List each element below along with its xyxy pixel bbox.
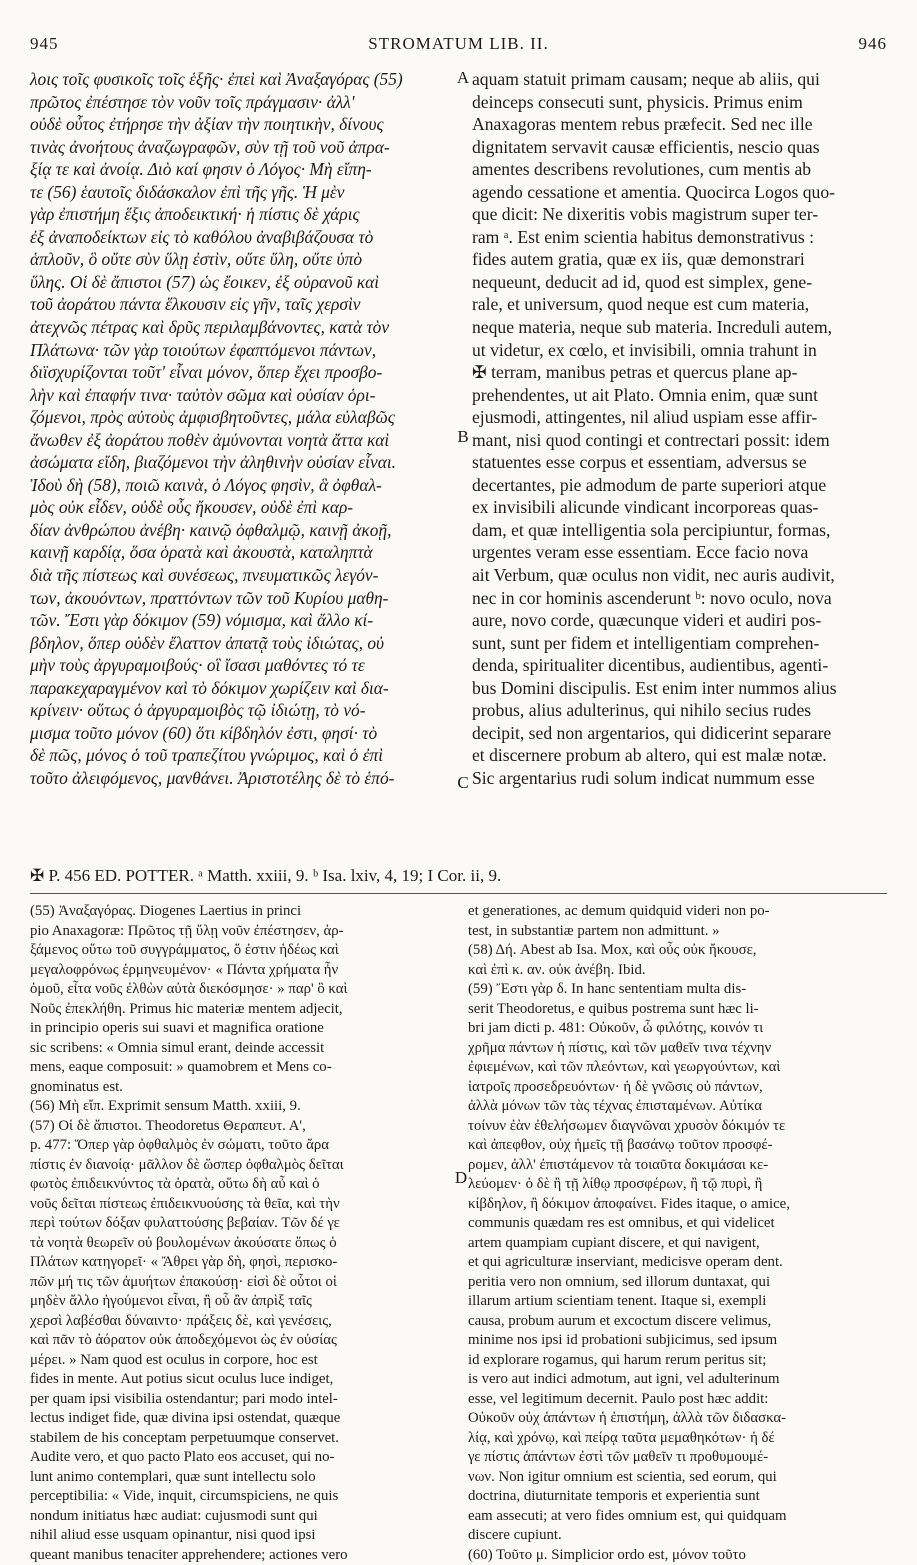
footnote-line: ἐφιεμένων, καὶ τῶν πλεόντων, καὶ γεωργούντων, καὶ bbox=[468, 1058, 890, 1078]
running-title: STROMATUM LIB. II. bbox=[30, 34, 887, 54]
greek-text-line: τοῦτο ἀλειφόμενος, μανθάνει. Ἀριστοτέλης δὲ τὸ ἑπό- bbox=[30, 767, 454, 790]
greek-text-line: λοις τοῖς φυσικοῖς τοῖς ἑξῆς· ἐπεὶ καὶ Ἀναξαγόρας (55) bbox=[30, 68, 454, 91]
greek-text-line: δίαν ἀνθρώπου ἀνέβη· καινῷ ὀφθαλμῷ, καινῇ ἀκοῇ, bbox=[30, 519, 454, 542]
greek-text-line: καινῇ καρδίᾳ, ὅσα ὁρατὰ καὶ ἀκουστὰ, καταληπτὰ bbox=[30, 541, 454, 564]
greek-text-line: ἁπλοῦν, ὃ οὔτε σὺν ὕλῃ ἐστὶν, οὔτε ὕλη, οὔτε ὑπὸ bbox=[30, 248, 454, 271]
greek-text-line: ἀτεχνῶς πέτρας καὶ δρῦς περιλαμβάνοντες, κατὰ τὸν bbox=[30, 316, 454, 339]
footnote-line: discere cupiunt. bbox=[468, 1526, 890, 1546]
latin-text-line: decipit, sed non argentarios, qui didicerint separare bbox=[472, 722, 890, 745]
footnote-line: mens, eaque composuit: » quamobrem et Mens co- bbox=[30, 1058, 450, 1078]
latin-text-line: prehendentes, ut ait Plato. Omnia enim, quæ sunt bbox=[472, 384, 890, 407]
footnote-line: test, in substantiæ partem non admittunt. » bbox=[468, 922, 890, 942]
footnote-line: is vero aut indici admotum, aut igni, vel adulterinum bbox=[468, 1370, 890, 1390]
greek-text-line: παρακεχαραγμένον καὶ τὸ δόκιμον χωρίζειν καὶ δια- bbox=[30, 677, 454, 700]
greek-text-line: των, ἀκουόντων, πραττόντων τῶν τοῦ Κυρίου μαθη- bbox=[30, 587, 454, 610]
latin-text-line: dam, et quæ intelligentia sola percipiuntur, formas, bbox=[472, 519, 890, 542]
greek-text-line: μισμα τοῦτο μόνον (60) ὅτι κίβδηλόν ἐστι, φησί· τὸ bbox=[30, 722, 454, 745]
margin-letter-d: D bbox=[452, 1168, 470, 1188]
greek-text-line: ἐξ ἀναποδείκτων εἰς τὸ καθόλου ἀναβιβάζουσα τὸ bbox=[30, 226, 454, 249]
footnote-line: λεύομεν· ὁ δὲ ἢ τῇ λίθῳ προσφέρων, ἢ τῷ πυρὶ, ἢ bbox=[468, 1175, 890, 1195]
footnote-line: stabilem de his conceptam perpetuumque conservet. bbox=[30, 1429, 450, 1449]
footnote-line: pio Anaxagoræ: Πρῶτος τῇ ὕλῃ νοῦν ἐπέστησεν, ἀρ- bbox=[30, 922, 450, 942]
latin-text-line: statuentes esse corpus et essentiam, adversus se bbox=[472, 451, 890, 474]
footnote-line: τὰ νοητὰ θεωρεῖν οὐ βουλομένων ἀκούσατε ὅπως ὁ bbox=[30, 1234, 450, 1254]
greek-text-line: τινὰς ἀνοήτους ἀναζωγραφῶν, σὺν τῇ τοῦ νοῦ ἀπρα- bbox=[30, 136, 454, 159]
greek-text-line: Ἰδοὺ δὴ (58), ποιῶ καινὰ, ὁ Λόγος φησὶν, ἃ ὀφθαλ- bbox=[30, 474, 454, 497]
footnote-line: (57) Οἱ δὲ ἄπιστοι. Theodoretus Θεραπευτ. Α', bbox=[30, 1117, 450, 1137]
footnote-line: καὶ ἀπεφθον, οὐχ ἡμεῖς τῇ βασάνῳ τοῦτον προσφέ- bbox=[468, 1136, 890, 1156]
footnote-line: ὁμοῦ, εἶτα νοῦς ἐλθὼν αὐτὰ διεκόσμησε· » παρ' ὃ καὶ bbox=[30, 980, 450, 1000]
latin-text-line: rale, et universum, quod neque est cum materia, bbox=[472, 293, 890, 316]
footnote-line: p. 477: Ὅπερ γὰρ ὀφθαλμὸς ἐν σώματι, τοῦτο ἄρα bbox=[30, 1136, 450, 1156]
footnote-line: καὶ ἐπὶ κ. αν. οὐκ ἀνέβη. Ibid. bbox=[468, 961, 890, 981]
greek-text-line: ξίᾳ τε καὶ ἀνοίᾳ. Διὸ καί φησιν ὁ Λόγος· Μὴ εἴπη- bbox=[30, 158, 454, 181]
greek-text-line: γὰρ ἐπιστήμη ἕξις ἀποδεικτική· ἡ πίστις δὲ χάρις bbox=[30, 203, 454, 226]
footnote-line: minime nos ipsi id probationi subjicimus, sed ipsum bbox=[468, 1331, 890, 1351]
footnote-line: lectus indiget fide, quæ divina ipsi ostendat, quæque bbox=[30, 1409, 450, 1429]
footnote-line: esse, vel legitimum decernit. Paulo post hæc addit: bbox=[468, 1390, 890, 1410]
page-number-right: 946 bbox=[859, 34, 888, 54]
latin-text-line: et discernere probum ab altero, qui est malæ notæ. bbox=[472, 744, 890, 767]
footnote-line: causa, probum aurum et excoctum discere velimus, bbox=[468, 1312, 890, 1332]
latin-text-line: agendo cessatione et amentia. Quocirca Logos quo- bbox=[472, 181, 890, 204]
greek-text-line: τοῦ ἀοράτου πάντα ἕλκουσιν εἰς γῆν, ταῖς χερσὶν bbox=[30, 293, 454, 316]
footnote-line: (59) Ἔστι γὰρ δ. In hanc sententiam multa dis- bbox=[468, 980, 890, 1000]
footnote-line: μηδὲν ἄλλο ἡγούμενοι εἶναι, ἢ οὗ ἂν ἀπρὶξ ταῖς bbox=[30, 1292, 450, 1312]
footnote-line: gnominatus est. bbox=[30, 1078, 450, 1098]
latin-text-line: aquam statuit primam causam; neque ab aliis, qui bbox=[472, 68, 890, 91]
latin-text-line: ex invisibili alicunde vindicant incorporeas quas- bbox=[472, 496, 890, 519]
greek-text-line: ζόμενοι, πρὸς αὐτοὺς ἀμφισβητοῦντες, μάλα εὐλαβῶς bbox=[30, 406, 454, 429]
footnote-line: nihil aliud esse usquam opinantur, nisi quod ipsi bbox=[30, 1526, 450, 1546]
footnotes-right-column bbox=[468, 902, 890, 1532]
footnote-line: et generationes, ac demum quidquid videri non po- bbox=[468, 902, 890, 922]
footnotes-left-column bbox=[30, 902, 450, 1532]
latin-text-line: nequeunt, deducit ad id, quod est simplex, gene- bbox=[472, 271, 890, 294]
scripture-references: ✠ P. 456 ED. POTTER. ᵃ Matth. xxiii, 9. ᵇ Isa. lxiv, 4, 19; I Cor. ii, 9. bbox=[30, 866, 887, 892]
greek-text-line: διϊσχυρίζονται τοῦτ' εἶναι μόνον, ὅπερ ἔχει προσβο- bbox=[30, 361, 454, 384]
latin-text-line: probus, alius adulterinus, qui nihilo secius rudes bbox=[472, 699, 890, 722]
footnote-line: χερσὶ λαβέσθαι δύναιντο· πράξεις δὲ, καὶ γενέσεις, bbox=[30, 1312, 450, 1332]
greek-text-line: τε (56) ἑαυτοῖς διδάσκαλον ἐπὶ τῆς γῆς. Ἡ μὲν bbox=[30, 181, 454, 204]
page-header bbox=[30, 34, 887, 58]
latin-text-line: amentes describens revolutiones, cum mentis ab bbox=[472, 158, 890, 181]
greek-text-line: δὲ πῶς, μόνος ὁ τοῦ τραπεζίτου γνώριμος, καὶ ὁ ἐπὶ bbox=[30, 744, 454, 767]
margin-letter-a: A bbox=[454, 68, 472, 88]
margin-letter-c: C bbox=[454, 773, 472, 793]
greek-text-line: διὰ τῆς πίστεως καὶ συνέσεως, πνευματικῶς λεγόν- bbox=[30, 564, 454, 587]
margin-letter-b: B bbox=[454, 427, 472, 447]
footnote-line: περὶ τούτων δόξαν φυλαττούσης βεβαίαν. Τῶν δέ γε bbox=[30, 1214, 450, 1234]
footnote-line: λίᾳ, καὶ χρόνῳ, καὶ πείρᾳ ταῦτα μεμαθηκότων· ἡ δέ bbox=[468, 1429, 890, 1449]
footnote-line: νων. Non igitur omnium est scientia, sed eorum, qui bbox=[468, 1468, 890, 1488]
latin-text-line: ait Verbum, quæ oculus non vidit, nec auris audivit, bbox=[472, 564, 890, 587]
footnote-divider bbox=[30, 893, 887, 894]
latin-text-line: neque materia, neque sub materia. Increduli autem, bbox=[472, 316, 890, 339]
footnote-line: (55) Ἀναξαγόρας. Diogenes Laertius in princi bbox=[30, 902, 450, 922]
footnote-line: et qui agriculturæ inserviant, medicisve operam dent. bbox=[468, 1253, 890, 1273]
footnote-line: per quam ipsi visibilia ostendantur; pari modo intel- bbox=[30, 1390, 450, 1410]
latin-text-line: ✠ terram, manibus petras et quercus plane ap- bbox=[472, 361, 890, 384]
footnote-line: μέρει. » Nam quod est oculus in corpore, hoc est bbox=[30, 1351, 450, 1371]
footnote-line: ρομεν, ἀλλ' ἐπιστάμενον τὰ τοιαῦτα δοκιμάσαι κε- bbox=[468, 1156, 890, 1176]
greek-text-line: τῶν. Ἔστι γὰρ δόκιμον (59) νόμισμα, καὶ ἄλλο κί- bbox=[30, 609, 454, 632]
footnote-line: (60) Τοῦτο μ. Simplicior ordo est, μόνον τοῦτο bbox=[468, 1546, 890, 1565]
footnote-line: μεγαλοφρόνως ἑρμηνευμένον· « Πάντα χρήματα ἦν bbox=[30, 961, 450, 981]
footnote-line: (56) Μὴ εἴπ. Exprimit sensum Matth. xxiii, 9. bbox=[30, 1097, 450, 1117]
footnote-line: communis quædam res est omnibus, et qui videlicet bbox=[468, 1214, 890, 1234]
footnote-line: peritia vero non omnium, sed illorum duntaxat, qui bbox=[468, 1273, 890, 1293]
latin-text-line: fides autem gratia, quæ ex iis, quæ demonstrari bbox=[472, 248, 890, 271]
latin-text-column bbox=[472, 68, 890, 863]
latin-text-line: ejusmodi, attingentes, nil aliud uspiam esse affir- bbox=[472, 406, 890, 429]
greek-text-line: Πλάτωνα· τῶν γὰρ τοιούτων ἐφαπτόμενοι πάντων, bbox=[30, 339, 454, 362]
footnote-line: ἰατροῖς προσεδρευόντων· ἡ δὲ γνῶσις οὐ πάντων, bbox=[468, 1078, 890, 1098]
footnote-line: queant manibus tenaciter apprehendere; actiones vero bbox=[30, 1546, 450, 1565]
footnote-line: Οὐκοῦν οὐχ ἁπάντων ἡ ἐπιστήμη, ἀλλὰ τῶν διδασκα- bbox=[468, 1409, 890, 1429]
greek-text-line: μὴν τοὺς ἀργυραμοιβούς· οἳ ἴσασι μαθόντες τό τε bbox=[30, 654, 454, 677]
footnote-line: doctrina, diuturnitate temporis et experientia sunt bbox=[468, 1487, 890, 1507]
footnote-line: bri jam dicti p. 481: Οὐκοῦν, ὦ φιλότης, κοινόν τι bbox=[468, 1019, 890, 1039]
footnote-line: nondum initiatus hæc audiat: cujusmodi sunt qui bbox=[30, 1507, 450, 1527]
footnote-line: id explorare rogamus, qui harum rerum peritus sit; bbox=[468, 1351, 890, 1371]
footnote-line: καὶ πᾶν τὸ ἀόρατον οὐκ ἀποδεχόμενοι ὡς ἐν οὐσίας bbox=[30, 1331, 450, 1351]
greek-text-line: ἄνωθεν ἐξ ἀοράτου ποθὲν ἀμύνονται νοητὰ ἄττα καὶ bbox=[30, 429, 454, 452]
greek-text-line: πρῶτος ἐπέστησε τὸν νοῦν τοῖς πράγμασιν· ἀλλ' bbox=[30, 91, 454, 114]
greek-text-column bbox=[30, 68, 454, 863]
latin-text-line: deinceps consecuti sunt, physicis. Primus enim bbox=[472, 91, 890, 114]
footnote-line: in principio operis sui suavi et magnifica oratione bbox=[30, 1019, 450, 1039]
footnote-line: fides in mente. Aut potius sicut oculus luce indiget, bbox=[30, 1370, 450, 1390]
greek-text-line: κρίνειν· οὕτως ὁ ἀργυραμοιβὸς τῷ ἰδιώτῃ, τὸ νό- bbox=[30, 699, 454, 722]
latin-text-line: decertantes, pie admodum de parte superiori atque bbox=[472, 474, 890, 497]
footnote-line: serit Theodoretus, e quibus postrema sunt hæc li- bbox=[468, 1000, 890, 1020]
greek-text-line: οὐδὲ οὗτος ἐτήρησε τὴν ἀξίαν τὴν ποιητικὴν, δίνους bbox=[30, 113, 454, 136]
latin-text-line: ut videtur, ex cœlo, et invisibili, omnia trahunt in bbox=[472, 339, 890, 362]
greek-text-line: ἀσώματα εἴδη, βιαζόμενοι τὴν ἀληθινὴν οὐσίαν εἶναι. bbox=[30, 451, 454, 474]
latin-text-line: aure, novo corde, quæcunque videri et audiri pos- bbox=[472, 609, 890, 632]
footnote-line: ἀλλὰ μόνων τῶν τὰς τέχνας ἐπισταμένων. Αὐτίκα bbox=[468, 1097, 890, 1117]
footnote-line: κίβδηλον, ἢ δόκιμον ἀποφαίνει. Fides itaque, o amice, bbox=[468, 1195, 890, 1215]
footnote-line: φωτὸς ἐπιδεικνύντος τὰ ὁρατὰ, οὕτω δὴ αὖ καὶ ὁ bbox=[30, 1175, 450, 1195]
latin-text-line: mant, nisi quod contingi et contrectari possit: idem bbox=[472, 429, 890, 452]
latin-text-line: urgentes veram esse essentiam. Ecce facio nova bbox=[472, 541, 890, 564]
greek-text-line: ὕλης. Οἱ δὲ ἄπιστοι (57) ὡς ἔοικεν, ἐξ οὐρανοῦ καὶ bbox=[30, 271, 454, 294]
latin-text-line: dignitatem servavit causæ efficientis, nescio quas bbox=[472, 136, 890, 159]
latin-text-line: Anaxagoras mentem rebus præfecit. Sed nec ille bbox=[472, 113, 890, 136]
latin-text-line: ram ᵃ. Est enim scientia habitus demonstrativus : bbox=[472, 226, 890, 249]
footnote-line: sic scribens: « Omnia simul erant, deinde accessit bbox=[30, 1039, 450, 1059]
latin-text-line: que dicit: Ne dixeritis vobis magistrum super ter- bbox=[472, 203, 890, 226]
footnote-line: τοίνυν ἐὰν ἐθελήσωμεν διαγνῶναι χρυσὸν δόκιμόν τε bbox=[468, 1117, 890, 1137]
footnote-line: χρῆμα πάντων ἡ πίστις, καὶ τῶν μαθεῖν τινα τέχνην bbox=[468, 1039, 890, 1059]
latin-text-line: denda, spiritualiter dicentibus, audientibus, agenti- bbox=[472, 654, 890, 677]
latin-text-line: nec in cor hominis ascenderunt ᵇ: novo oculo, nova bbox=[472, 587, 890, 610]
footnote-line: πίστις ἐν διανοίᾳ· μᾶλλον δὲ ὥσπερ ὀφθαλμὸς δεῖται bbox=[30, 1156, 450, 1176]
footnote-line: γε πίστις ἁπάντων ἐστὶ τῶν μαθεῖν τι προθυμουμέ- bbox=[468, 1448, 890, 1468]
footnote-line: Νοῦς ἐπεκλήθη. Primus hic materiæ mentem adjecit, bbox=[30, 1000, 450, 1020]
latin-text-line: Sic argentarius rudi solum indicat nummum esse bbox=[472, 767, 890, 790]
greek-text-line: λὴν καὶ ἐπαφήν τινα· ταὐτὸν σῶμα καὶ οὐσίαν ὁρι- bbox=[30, 384, 454, 407]
latin-text-line: bus Domini discipulis. Est enim inter nummos alius bbox=[472, 677, 890, 700]
greek-text-line: βδηλον, ὅπερ οὐδὲν ἔλαττον ἀπατᾷ τοὺς ἰδιώτας, οὐ bbox=[30, 632, 454, 655]
footnote-line: (58) Δή. Abest ab Isa. Mox, καὶ οὖς οὐκ ἤκουσε, bbox=[468, 941, 890, 961]
footnote-line: perceptibilia: « Vide, inquit, circumspiciens, ne quis bbox=[30, 1487, 450, 1507]
footnote-line: artem quampiam cupiant discere, et qui navigent, bbox=[468, 1234, 890, 1254]
footnote-line: illarum artium scientiam tenent. Itaque si, exempli bbox=[468, 1292, 890, 1312]
greek-text-line: μὸς οὐκ εἶδεν, οὐδὲ οὖς ἤκουσεν, οὐδὲ ἐπὶ καρ- bbox=[30, 496, 454, 519]
page-number-left: 945 bbox=[30, 34, 59, 54]
latin-text-line: sunt, sunt per fidem et intelligentiam comprehen- bbox=[472, 632, 890, 655]
footnote-line: ξάμενος οὕτω τοῦ συγγράμματος, ὅ ἐστιν ἡδέως καὶ bbox=[30, 941, 450, 961]
footnote-line: πῶν μή τις τῶν ἀμυήτων ἐπακούσῃ· εἰσὶ δὲ οὗτοι οἱ bbox=[30, 1273, 450, 1293]
footnote-line: Πλάτων κατηγορεῖ· « Ἄθρει γὰρ δὴ, φησὶ, περισκο- bbox=[30, 1253, 450, 1273]
footnote-line: eam assecuti; at vero fides omnium est, qui quidquam bbox=[468, 1507, 890, 1527]
footnote-line: lunt animo contemplari, quæ sunt intellectu solo bbox=[30, 1468, 450, 1488]
footnote-line: νοῦς δεῖται πίστεως ἐπιδεικνυούσης τὰ θεῖα, καὶ τὴν bbox=[30, 1195, 450, 1215]
footnote-line: Audite vero, et quo pacto Plato eos accuset, qui no- bbox=[30, 1448, 450, 1468]
